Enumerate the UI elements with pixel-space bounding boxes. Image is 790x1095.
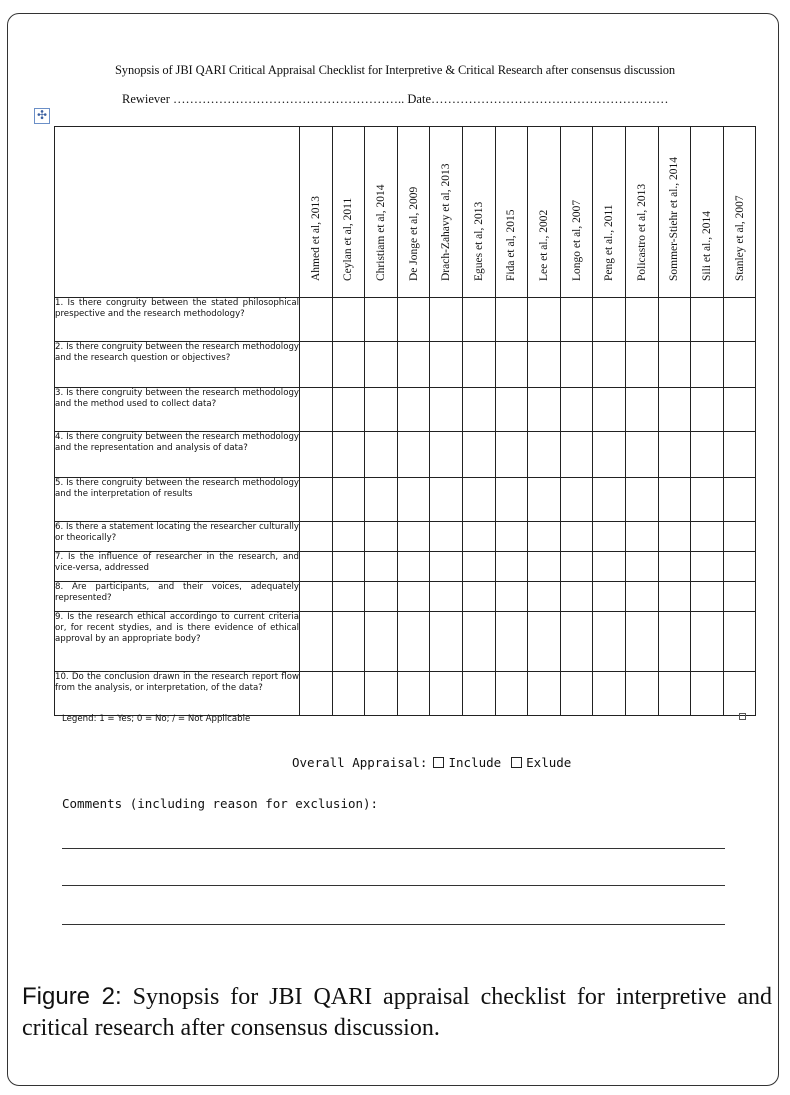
rating-cell[interactable] xyxy=(625,342,658,388)
rating-cell[interactable] xyxy=(691,388,724,432)
rating-cell[interactable] xyxy=(560,612,593,672)
comment-line-2[interactable] xyxy=(62,885,725,886)
rating-cell[interactable] xyxy=(332,432,365,478)
rating-cell[interactable] xyxy=(658,582,691,612)
table-header-row xyxy=(55,127,756,298)
rating-cell[interactable] xyxy=(528,478,561,522)
rating-cell[interactable] xyxy=(300,552,333,582)
study-name: Lee et al., 2002 xyxy=(537,209,550,281)
rating-cell[interactable] xyxy=(528,552,561,582)
question-cell: 1. Is there congruity between the stated philosophical prespective and the research methodology? xyxy=(55,298,300,342)
rating-cell[interactable] xyxy=(723,478,756,522)
study-name: Sommer-Stiehr et al., 2014 xyxy=(668,156,681,281)
rating-cell[interactable] xyxy=(723,582,756,612)
rating-cell[interactable] xyxy=(397,522,430,552)
table-row xyxy=(55,342,756,388)
study-column-header xyxy=(560,127,593,298)
rating-cell[interactable] xyxy=(593,612,626,672)
rating-cell[interactable] xyxy=(560,432,593,478)
rating-cell[interactable] xyxy=(332,612,365,672)
rating-cell[interactable] xyxy=(691,478,724,522)
table-row xyxy=(55,298,756,342)
rating-cell[interactable] xyxy=(528,672,561,716)
rating-cell[interactable] xyxy=(625,522,658,552)
rating-cell[interactable] xyxy=(560,552,593,582)
rating-cell[interactable] xyxy=(365,388,398,432)
rating-cell[interactable] xyxy=(560,342,593,388)
table-row xyxy=(55,478,756,522)
rating-cell[interactable] xyxy=(462,672,495,716)
rating-cell[interactable] xyxy=(365,522,398,552)
table-row xyxy=(55,522,756,552)
rating-cell[interactable] xyxy=(658,672,691,716)
rating-cell[interactable] xyxy=(593,672,626,716)
rating-cell[interactable] xyxy=(495,582,528,612)
rating-cell[interactable] xyxy=(462,432,495,478)
rating-cell[interactable] xyxy=(723,388,756,432)
rating-cell[interactable] xyxy=(430,582,463,612)
rating-cell[interactable] xyxy=(528,342,561,388)
rating-cell[interactable] xyxy=(300,672,333,716)
caption-label: Figure 2: xyxy=(22,983,122,1010)
rating-cell[interactable] xyxy=(560,388,593,432)
study-name: Policastro et al, 2013 xyxy=(635,183,648,281)
study-name: Longo et al, 2007 xyxy=(570,199,583,281)
rating-cell[interactable] xyxy=(658,552,691,582)
rating-cell[interactable] xyxy=(723,522,756,552)
study-column-header xyxy=(593,127,626,298)
rating-cell[interactable] xyxy=(397,672,430,716)
rating-cell[interactable] xyxy=(332,342,365,388)
rating-cell[interactable] xyxy=(430,522,463,552)
rating-cell[interactable] xyxy=(462,582,495,612)
rating-cell[interactable] xyxy=(625,582,658,612)
rating-cell[interactable] xyxy=(495,478,528,522)
rating-cell[interactable] xyxy=(625,432,658,478)
rating-cell[interactable] xyxy=(625,672,658,716)
rating-cell[interactable] xyxy=(723,612,756,672)
rating-cell[interactable] xyxy=(397,582,430,612)
rating-cell[interactable] xyxy=(528,522,561,552)
question-cell: 9. Is the research ethical accordingo to current criteria or, for recent stydies, and is there evidence of ethical approval by an appropriate body? xyxy=(55,612,300,672)
study-column-header xyxy=(332,127,365,298)
rating-cell[interactable] xyxy=(723,552,756,582)
rating-cell[interactable] xyxy=(300,582,333,612)
rating-cell[interactable] xyxy=(658,388,691,432)
question-cell: 5. Is there congruity between the research methodology and the interpretation of results xyxy=(55,478,300,522)
question-cell: 10. Do the conclusion drawn in the research report flow from the analysis, or interpretation, of the data? xyxy=(55,672,300,716)
rating-cell[interactable] xyxy=(723,298,756,342)
rating-cell[interactable] xyxy=(560,582,593,612)
question-cell: 2. Is there congruity between the research methodology and the research question or objectives? xyxy=(55,342,300,388)
comment-line-1[interactable] xyxy=(62,848,725,849)
rating-cell[interactable] xyxy=(691,342,724,388)
rating-cell[interactable] xyxy=(430,298,463,342)
rating-cell[interactable] xyxy=(528,388,561,432)
rating-cell[interactable] xyxy=(593,388,626,432)
rating-cell[interactable] xyxy=(691,582,724,612)
rating-cell[interactable] xyxy=(528,298,561,342)
include-label: Include xyxy=(448,755,502,770)
study-name: Fida et al, 2015 xyxy=(505,209,518,281)
table-row xyxy=(55,612,756,672)
rating-cell[interactable] xyxy=(397,478,430,522)
rating-cell[interactable] xyxy=(332,582,365,612)
rating-cell[interactable] xyxy=(593,432,626,478)
rating-cell[interactable] xyxy=(462,612,495,672)
question-cell: 3. Is there congruity between the research methodology and the method used to collect data? xyxy=(55,388,300,432)
study-column-header xyxy=(658,127,691,298)
rating-cell[interactable] xyxy=(658,612,691,672)
rating-cell[interactable] xyxy=(691,432,724,478)
study-column-header xyxy=(397,127,430,298)
rating-cell[interactable] xyxy=(300,388,333,432)
rating-cell[interactable] xyxy=(723,432,756,478)
rating-cell[interactable] xyxy=(430,612,463,672)
rating-cell[interactable] xyxy=(560,672,593,716)
rating-cell[interactable] xyxy=(691,552,724,582)
study-column-header xyxy=(625,127,658,298)
rating-cell[interactable] xyxy=(462,522,495,552)
rating-cell[interactable] xyxy=(365,478,398,522)
table-row xyxy=(55,672,756,716)
rating-cell[interactable] xyxy=(691,298,724,342)
question-cell: 8. Are participants, and their voices, adequately represented? xyxy=(55,582,300,612)
rating-cell[interactable] xyxy=(430,388,463,432)
study-name: Stanley et al, 2007 xyxy=(733,195,746,281)
rating-cell[interactable] xyxy=(300,612,333,672)
rating-cell[interactable] xyxy=(495,388,528,432)
figure-caption xyxy=(22,981,772,1044)
rating-cell[interactable] xyxy=(528,582,561,612)
rating-cell[interactable] xyxy=(397,298,430,342)
rating-cell[interactable] xyxy=(332,388,365,432)
rating-cell[interactable] xyxy=(365,612,398,672)
rating-cell[interactable] xyxy=(300,298,333,342)
table-row xyxy=(55,432,756,478)
rating-cell[interactable] xyxy=(462,298,495,342)
rating-cell[interactable] xyxy=(397,552,430,582)
rating-cell[interactable] xyxy=(300,432,333,478)
study-column-header xyxy=(300,127,333,298)
table-corner-cell xyxy=(55,127,300,298)
rating-cell[interactable] xyxy=(300,522,333,552)
study-name: De Jonge et al, 2009 xyxy=(407,186,420,281)
rating-cell[interactable] xyxy=(495,522,528,552)
rating-cell[interactable] xyxy=(430,478,463,522)
study-column-header xyxy=(462,127,495,298)
appraisal-table xyxy=(54,126,756,716)
study-name: Peng et al., 2011 xyxy=(603,204,616,281)
rating-cell[interactable] xyxy=(625,552,658,582)
rating-cell[interactable] xyxy=(593,522,626,552)
rating-cell[interactable] xyxy=(365,342,398,388)
rating-cell[interactable] xyxy=(593,342,626,388)
rating-cell[interactable] xyxy=(495,298,528,342)
rating-cell[interactable] xyxy=(723,342,756,388)
rating-cell[interactable] xyxy=(365,552,398,582)
rating-cell[interactable] xyxy=(593,552,626,582)
study-column-header xyxy=(528,127,561,298)
question-cell: 4. Is there congruity between the research methodology and the representation and analysis of data? xyxy=(55,432,300,478)
rating-cell[interactable] xyxy=(593,298,626,342)
legend: Legend: 1 = Yes; 0 = No; / = Not Applicable xyxy=(62,714,251,724)
study-column-header xyxy=(495,127,528,298)
rating-cell[interactable] xyxy=(462,478,495,522)
rating-cell[interactable] xyxy=(332,478,365,522)
table-row xyxy=(55,582,756,612)
rating-cell[interactable] xyxy=(300,342,333,388)
rating-cell[interactable] xyxy=(397,612,430,672)
study-name: Christiam et al, 2014 xyxy=(374,184,387,281)
rating-cell[interactable] xyxy=(495,672,528,716)
rating-cell[interactable] xyxy=(723,672,756,716)
document-title: Synopsis of JBI QARI Critical Appraisal Checklist for Interpretive & Critical Research after consensus discussion xyxy=(114,63,676,77)
table-row xyxy=(55,388,756,432)
study-column-header xyxy=(723,127,756,298)
rating-cell[interactable] xyxy=(397,432,430,478)
rating-cell[interactable] xyxy=(430,672,463,716)
overall-appraisal xyxy=(292,755,571,770)
rating-cell[interactable] xyxy=(658,298,691,342)
rating-cell[interactable] xyxy=(462,552,495,582)
rating-cell[interactable] xyxy=(625,388,658,432)
rating-cell[interactable] xyxy=(365,432,398,478)
study-column-header xyxy=(430,127,463,298)
study-name: Egues et al, 2013 xyxy=(472,201,485,281)
rating-cell[interactable] xyxy=(300,478,333,522)
study-name: Ceylan et al, 2011 xyxy=(342,197,355,281)
rating-cell[interactable] xyxy=(430,552,463,582)
study-column-header xyxy=(365,127,398,298)
comments-label: Comments (including reason for exclusion): xyxy=(62,796,379,811)
rating-cell[interactable] xyxy=(625,612,658,672)
rating-cell[interactable] xyxy=(593,478,626,522)
rating-cell[interactable] xyxy=(691,522,724,552)
question-cell: 7. Is the influence of researcher in the research, and vice-versa, addressed xyxy=(55,552,300,582)
table-resize-handle[interactable] xyxy=(739,713,746,720)
rating-cell[interactable] xyxy=(332,552,365,582)
reviewer-date-line: Rewiever ……………………………………………….. Date………………………………………………… xyxy=(122,92,669,106)
rating-cell[interactable] xyxy=(658,478,691,522)
rating-cell[interactable] xyxy=(495,432,528,478)
study-column-header xyxy=(691,127,724,298)
table-row xyxy=(55,552,756,582)
rating-cell[interactable] xyxy=(495,552,528,582)
question-cell: 6. Is there a statement locating the researcher culturally or theorically? xyxy=(55,522,300,552)
study-name: Sili et al., 2014 xyxy=(700,211,713,281)
rating-cell[interactable] xyxy=(495,612,528,672)
rating-cell[interactable] xyxy=(560,478,593,522)
rating-cell[interactable] xyxy=(332,672,365,716)
include-checkbox[interactable] xyxy=(433,757,444,768)
study-name: Drach-Zahavy et al, 2013 xyxy=(440,163,453,281)
rating-cell[interactable] xyxy=(365,298,398,342)
rating-cell[interactable] xyxy=(397,388,430,432)
rating-cell[interactable] xyxy=(625,478,658,522)
rating-cell[interactable] xyxy=(495,342,528,388)
comment-line-3[interactable] xyxy=(62,924,725,925)
rating-cell[interactable] xyxy=(560,298,593,342)
rating-cell[interactable] xyxy=(332,298,365,342)
rating-cell[interactable] xyxy=(658,432,691,478)
rating-cell[interactable] xyxy=(528,612,561,672)
rating-cell[interactable] xyxy=(658,522,691,552)
exclude-label: Exlude xyxy=(526,755,572,770)
rating-cell[interactable] xyxy=(332,522,365,552)
rating-cell[interactable] xyxy=(691,672,724,716)
exclude-checkbox[interactable] xyxy=(511,757,522,768)
overall-appraisal-label: Overall Appraisal: xyxy=(292,755,428,770)
rating-cell[interactable] xyxy=(365,582,398,612)
table-move-handle-icon[interactable]: ✣ xyxy=(34,108,50,124)
rating-cell[interactable] xyxy=(528,432,561,478)
rating-cell[interactable] xyxy=(625,298,658,342)
rating-cell[interactable] xyxy=(658,342,691,388)
rating-cell[interactable] xyxy=(462,388,495,432)
study-name: Ahmed et al, 2013 xyxy=(309,196,322,281)
rating-cell[interactable] xyxy=(462,342,495,388)
rating-cell[interactable] xyxy=(365,672,398,716)
rating-cell[interactable] xyxy=(430,432,463,478)
rating-cell[interactable] xyxy=(430,342,463,388)
caption-text: Synopsis for JBI QARI appraisal checklist for interpretive and critical research after consensus discussion. xyxy=(22,984,772,1041)
rating-cell[interactable] xyxy=(691,612,724,672)
rating-cell[interactable] xyxy=(397,342,430,388)
rating-cell[interactable] xyxy=(560,522,593,552)
rating-cell[interactable] xyxy=(593,582,626,612)
